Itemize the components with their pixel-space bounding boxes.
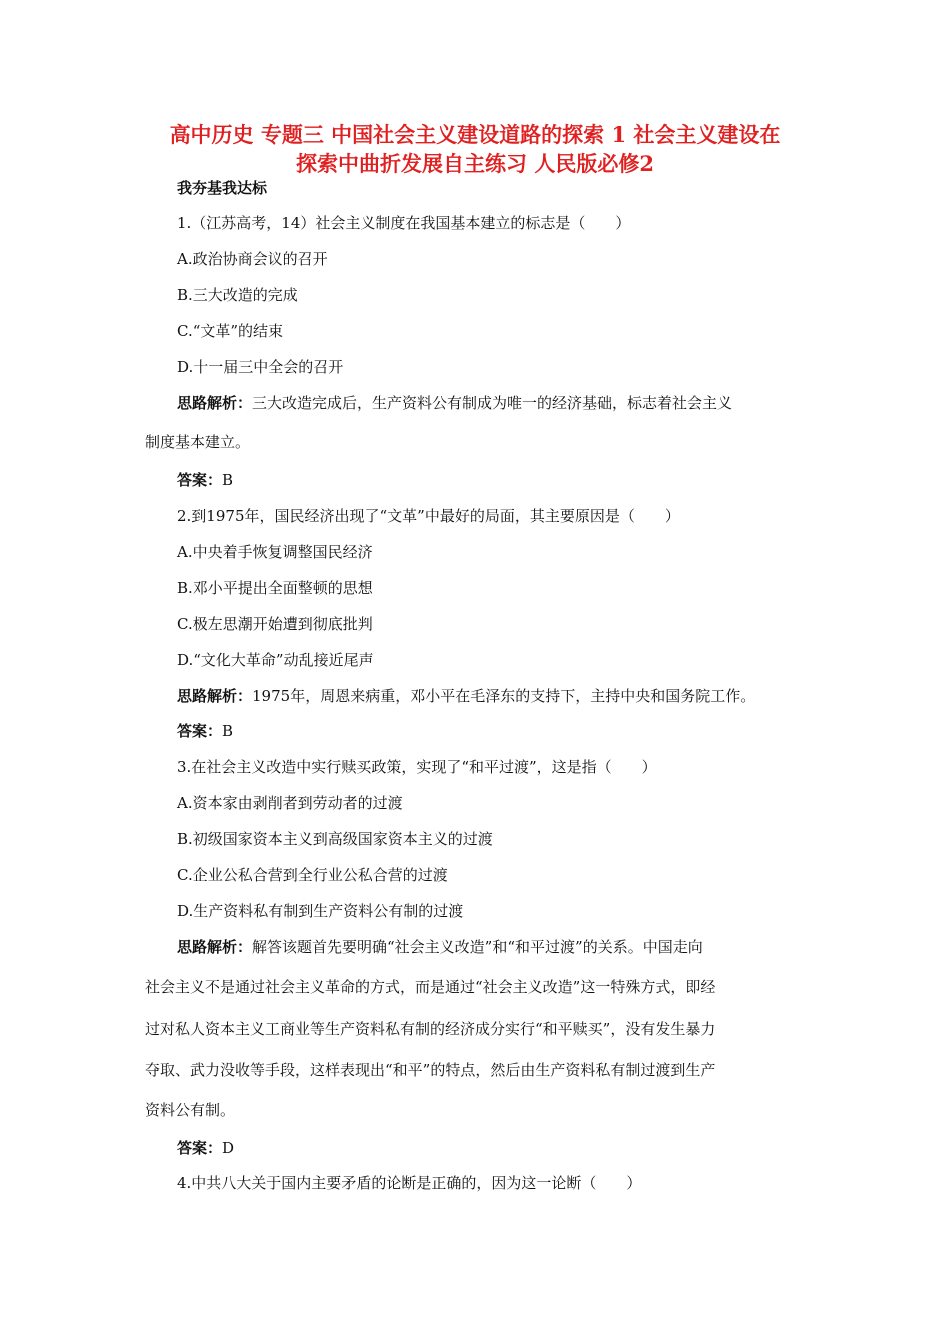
question-1-answer	[177, 470, 233, 490]
document-title-line-2: 探索中曲折发展自主练习 人民版必修2	[296, 151, 654, 176]
analysis-label: 思路解析：	[177, 687, 253, 705]
answer-label: 答案：	[177, 471, 223, 489]
answer-value: B	[222, 471, 234, 489]
question-1-stem: 1.（江苏高考，14）社会主义制度在我国基本建立的标志是（ ）	[177, 214, 631, 232]
question-2-option-a: A.中央着手恢复调整国民经济	[177, 543, 373, 561]
question-3-option-d: D.生产资料私有制到生产资料公有制的过渡	[177, 902, 464, 920]
question-3-analysis-cont-4: 资料公有制。	[145, 1101, 236, 1119]
question-2-stem: 2.到1975年，国民经济出现了“文革”中最好的局面，其主要原因是（ ）	[177, 507, 680, 525]
question-1-option-c: C.“文革”的结束	[177, 322, 284, 340]
question-2-option-d: D.“文化大革命”动乱接近尾声	[177, 651, 374, 669]
question-1-option-a: A.政治协商会议的召开	[177, 250, 328, 268]
analysis-text: 解答该题首先要明确“社会主义改造”和“和平过渡”的关系。中国走向	[252, 938, 703, 956]
answer-value: B	[222, 722, 234, 740]
question-2-answer	[177, 721, 233, 741]
section-heading: 我夯基我达标	[177, 179, 268, 197]
answer-label: 答案：	[177, 722, 223, 740]
question-1-analysis	[177, 393, 732, 413]
question-1-option-d: D.十一届三中全会的召开	[177, 358, 344, 376]
analysis-text: 1975年，周恩来病重，邓小平在毛泽东的支持下，主持中央和国务院工作。	[252, 687, 756, 705]
question-2-option-b: B.邓小平提出全面整顿的思想	[177, 579, 373, 597]
analysis-text: 三大改造完成后，生产资料公有制成为唯一的经济基础，标志着社会主义	[252, 394, 733, 412]
question-3-analysis-cont-2: 过对私人资本主义工商业等生产资料私有制的经济成分实行“和平赎买”，没有发生暴力	[145, 1020, 716, 1038]
analysis-label: 思路解析：	[177, 394, 253, 412]
question-3-option-a: A.资本家由剥削者到劳动者的过渡	[177, 794, 403, 812]
question-3-analysis-cont-1: 社会主义不是通过社会主义革命的方式，而是通过“社会主义改造”这一特殊方式，即经	[145, 978, 716, 996]
question-3-answer	[177, 1138, 234, 1158]
question-3-analysis	[177, 937, 703, 957]
answer-label: 答案：	[177, 1139, 223, 1157]
question-3-option-b: B.初级国家资本主义到高级国家资本主义的过渡	[177, 830, 493, 848]
question-2-option-c: C.极左思潮开始遭到彻底批判	[177, 615, 373, 633]
question-4-stem: 4.中共八大关于国内主要矛盾的论断是正确的，因为这一论断（ ）	[177, 1174, 642, 1192]
question-3-option-c: C.企业公私合营到全行业公私合营的过渡	[177, 866, 448, 884]
question-2-analysis	[177, 686, 755, 706]
question-1-option-b: B.三大改造的完成	[177, 286, 298, 304]
document-title-line-1: 高中历史 专题三 中国社会主义建设道路的探索 1 社会主义建设在	[169, 122, 781, 147]
analysis-label: 思路解析：	[177, 938, 253, 956]
question-1-analysis-cont: 制度基本建立。	[145, 433, 251, 451]
question-3-stem: 3.在社会主义改造中实行赎买政策，实现了“和平过渡”，这是指（ ）	[177, 758, 657, 776]
answer-value: D	[222, 1139, 235, 1157]
question-3-analysis-cont-3: 夺取、武力没收等手段，这样表现出“和平”的特点，然后由生产资料私有制过渡到生产	[145, 1061, 716, 1079]
